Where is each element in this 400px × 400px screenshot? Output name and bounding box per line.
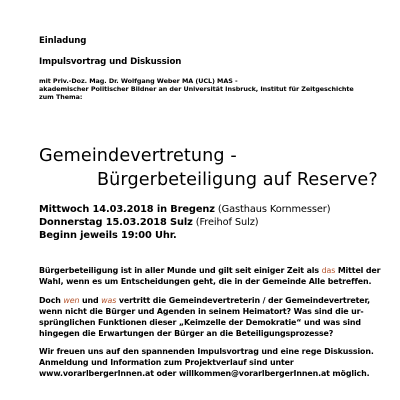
invitation-heading: Einladung bbox=[39, 36, 87, 46]
speaker-line-2: akademischer Politischer Bildner an der Universität Insbruck, Institut für Zeitgeschichte bbox=[39, 85, 354, 93]
event-sulz bbox=[39, 217, 259, 228]
paragraph2-line3: sprünglichen Funktionen dieser „Keimzelle der Demokratie“ und was sind bbox=[39, 318, 361, 327]
paragraph2-line2: wenn nicht die Bürger und Agenden in seinem Heimatort? Was sind die ur- bbox=[39, 307, 364, 316]
paragraph3-line2: Anmeldung und Information zum Projektverlauf sind unter bbox=[39, 358, 294, 367]
start-time: Beginn jeweils 19:00 Uhr. bbox=[39, 230, 177, 241]
paragraph2-text-b: und bbox=[79, 296, 102, 305]
event-type-heading: Impulsvortrag und Diskussion bbox=[39, 57, 182, 67]
paragraph3-line3: www.vorarlbergerInnen.at oder willkommen@vorarlbergerInnen.at möglich. bbox=[39, 369, 370, 378]
title-line-2: Bürgerbeteiligung auf Reserve? bbox=[97, 170, 378, 190]
speaker-line-1: mit Priv.-Doz. Mag. Dr. Wolfgang Weber MA (UCL) MAS - bbox=[39, 77, 238, 85]
paragraph1-line2: Wahl, wenn es um Entscheidungen geht, die in der Gemeinde Alle betreffen. bbox=[39, 277, 372, 286]
paragraph2-line1 bbox=[39, 296, 370, 307]
paragraph2-line4: hingegen die Erwartungen der Bürger an die Beteiligungsprozesse? bbox=[39, 329, 334, 338]
title-line-1: Gemeindevertretung - bbox=[39, 146, 237, 166]
paragraph2-text-c: vertritt die Gemeindevertreterin / der Gemeindevertreter, bbox=[116, 296, 370, 305]
paragraph2-text-a: Doch bbox=[39, 296, 64, 305]
event-sulz-when: Donnerstag 15.03.2018 Sulz bbox=[39, 217, 193, 228]
event-bregenz-where: (Gasthaus Kornmesser) bbox=[217, 204, 331, 215]
paragraph2-highlight-was: was bbox=[101, 296, 117, 305]
paragraph1-text-b: Mittel der bbox=[335, 266, 381, 275]
event-bregenz bbox=[39, 204, 330, 215]
paragraph3-line1: Wir freuen uns auf den spannenden Impulsvortrag und eine rege Diskussion. bbox=[39, 347, 374, 356]
event-bregenz-when: Mittwoch 14.03.2018 in Bregenz bbox=[39, 204, 215, 215]
speaker-line-3: zum Thema: bbox=[39, 93, 83, 101]
paragraph2-highlight-wen: wen bbox=[63, 296, 80, 305]
event-sulz-where: (Freihof Sulz) bbox=[195, 217, 259, 228]
paragraph1-text-a: Bürgerbeteiligung ist in aller Munde und gilt seit einiger Zeit als bbox=[39, 266, 322, 275]
paragraph1-highlight: das bbox=[321, 266, 336, 275]
paragraph1-line1 bbox=[39, 266, 380, 277]
